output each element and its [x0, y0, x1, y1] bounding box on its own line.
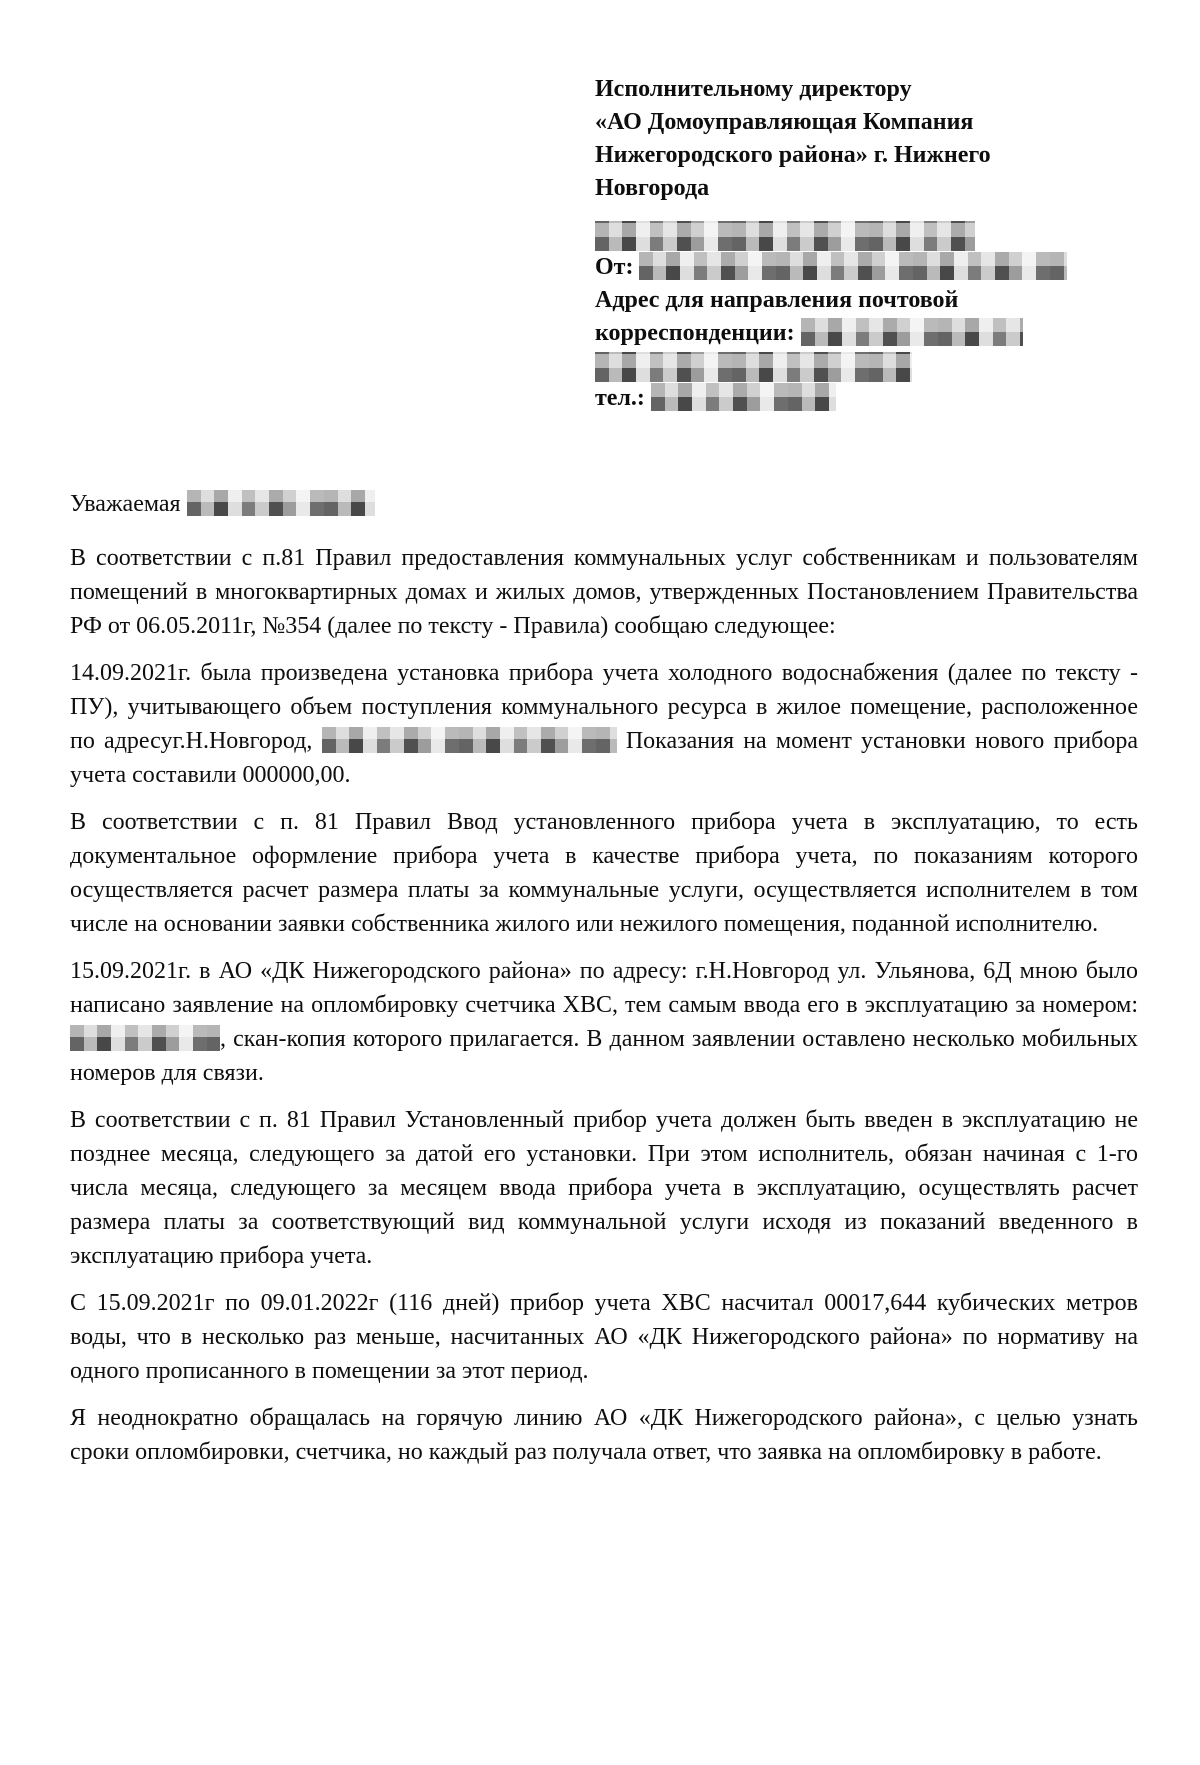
recipient-block [595, 73, 1081, 415]
letter-body [70, 541, 1138, 1469]
redacted-addressee-name [187, 490, 375, 516]
paragraph-rule81-commissioning: В соответствии с п. 81 Правил Ввод установленного прибора учета в эксплуатацию, то есть документальное оформление прибора учета в качестве прибора учета, по показаниям которого осуществляется расчет размера платы за коммунальные услуги, осуществляется исполнителем в том числе на основании заявки собственника жилого или нежилого помещения, поданной исполнителю. [70, 809, 1138, 937]
paragraph-meter-installation-text-1: 14.09.2021г. была произведена установка прибора учета холодного водоснабжения (далее по тексту - ПУ), учитывающего объем поступления коммунального ресурса в жилое помещение, расположенное по адресуг.Н.Новгород, [70, 660, 1138, 754]
redacted-sender-name [639, 252, 1067, 280]
paragraph-application-text-1: 15.09.2021г. в АО «ДК Нижегородского района» по адресу: г.Н.Новгород ул. Ульянова, 6Д мною было написано заявление на опломбировку счетчика ХВС, тем самым ввода его в эксплуатацию за номером: [70, 958, 1138, 1018]
paragraph-application [70, 954, 1138, 1090]
paragraph-meter-installation [70, 656, 1138, 792]
recipient-company: «АО Домоуправляющая Компания Нижегородского района» г. Нижнего Новгорода [595, 109, 991, 201]
redacted-recipient-name [595, 221, 975, 251]
phone-label: тел.: [595, 385, 645, 411]
redacted-application-number [70, 1025, 220, 1051]
redacted-phone-number [651, 383, 836, 411]
paragraph-rule81-deadline: В соответствии с п. 81 Правил Установленный прибор учета должен быть введен в эксплуатацию не позднее месяца, следующего за датой его установки. При этом исполнитель, обязан начиная с 1-го числа месяца, следующего за месяцем ввода прибора учета в эксплуатацию, осуществлять расчет размера платы за соответствующий вид коммунальной услуги исходя из показаний введенного в эксплуатацию прибора учета. [70, 1107, 1138, 1269]
salutation-line [70, 487, 1138, 521]
phone-line [595, 382, 1081, 415]
paragraph-application-text-2: , скан-копия которого прилагается. В данном заявлении оставлено несколько мобильных номеров для связи. [70, 1026, 1138, 1086]
redacted-postal-address-part2 [595, 352, 912, 382]
redacted-premises-address [322, 727, 617, 753]
postal-address-label-line1: Адрес для направления почтовой [595, 287, 959, 313]
postal-address-label-line2: корреспонденции: [595, 320, 795, 346]
recipient-title: Исполнительному директору [595, 76, 912, 102]
salutation-text: Уважаемая [70, 491, 181, 517]
postal-address-label-line2-row [595, 317, 1081, 350]
from-label: От: [595, 254, 634, 280]
paragraph-meter-installation-text-2: Показания на момент установки нового прибора учета составили 000000,00. [70, 728, 1139, 788]
paragraph-rules-intro: В соответствии с п.81 Правил предоставления коммунальных услуг собственникам и пользователям помещений в многоквартирных домах и жилых домов, утвержденных Постановлением Правительства РФ от 06.05.2011г, №354 (далее по тексту - Правила) сообщаю следующее: [70, 545, 1138, 639]
paragraph-hotline: Я неоднократно обращалась на горячую линию АО «ДК Нижегородского района», с целью узнать сроки опломбировки, счетчика, но каждый раз получала ответ, что заявка на опломбировку в работе. [70, 1405, 1138, 1465]
redacted-postal-address-part1 [801, 318, 1023, 346]
from-line [595, 251, 1081, 284]
paragraph-consumption: С 15.09.2021г по 09.01.2022г (116 дней) прибор учета ХВС насчитал 00017,644 кубических метров воды, что в несколько раз меньше, насчитанных АО «ДК Нижегородского района» по нормативу на одного прописанного в помещении за этот период. [70, 1290, 1138, 1384]
